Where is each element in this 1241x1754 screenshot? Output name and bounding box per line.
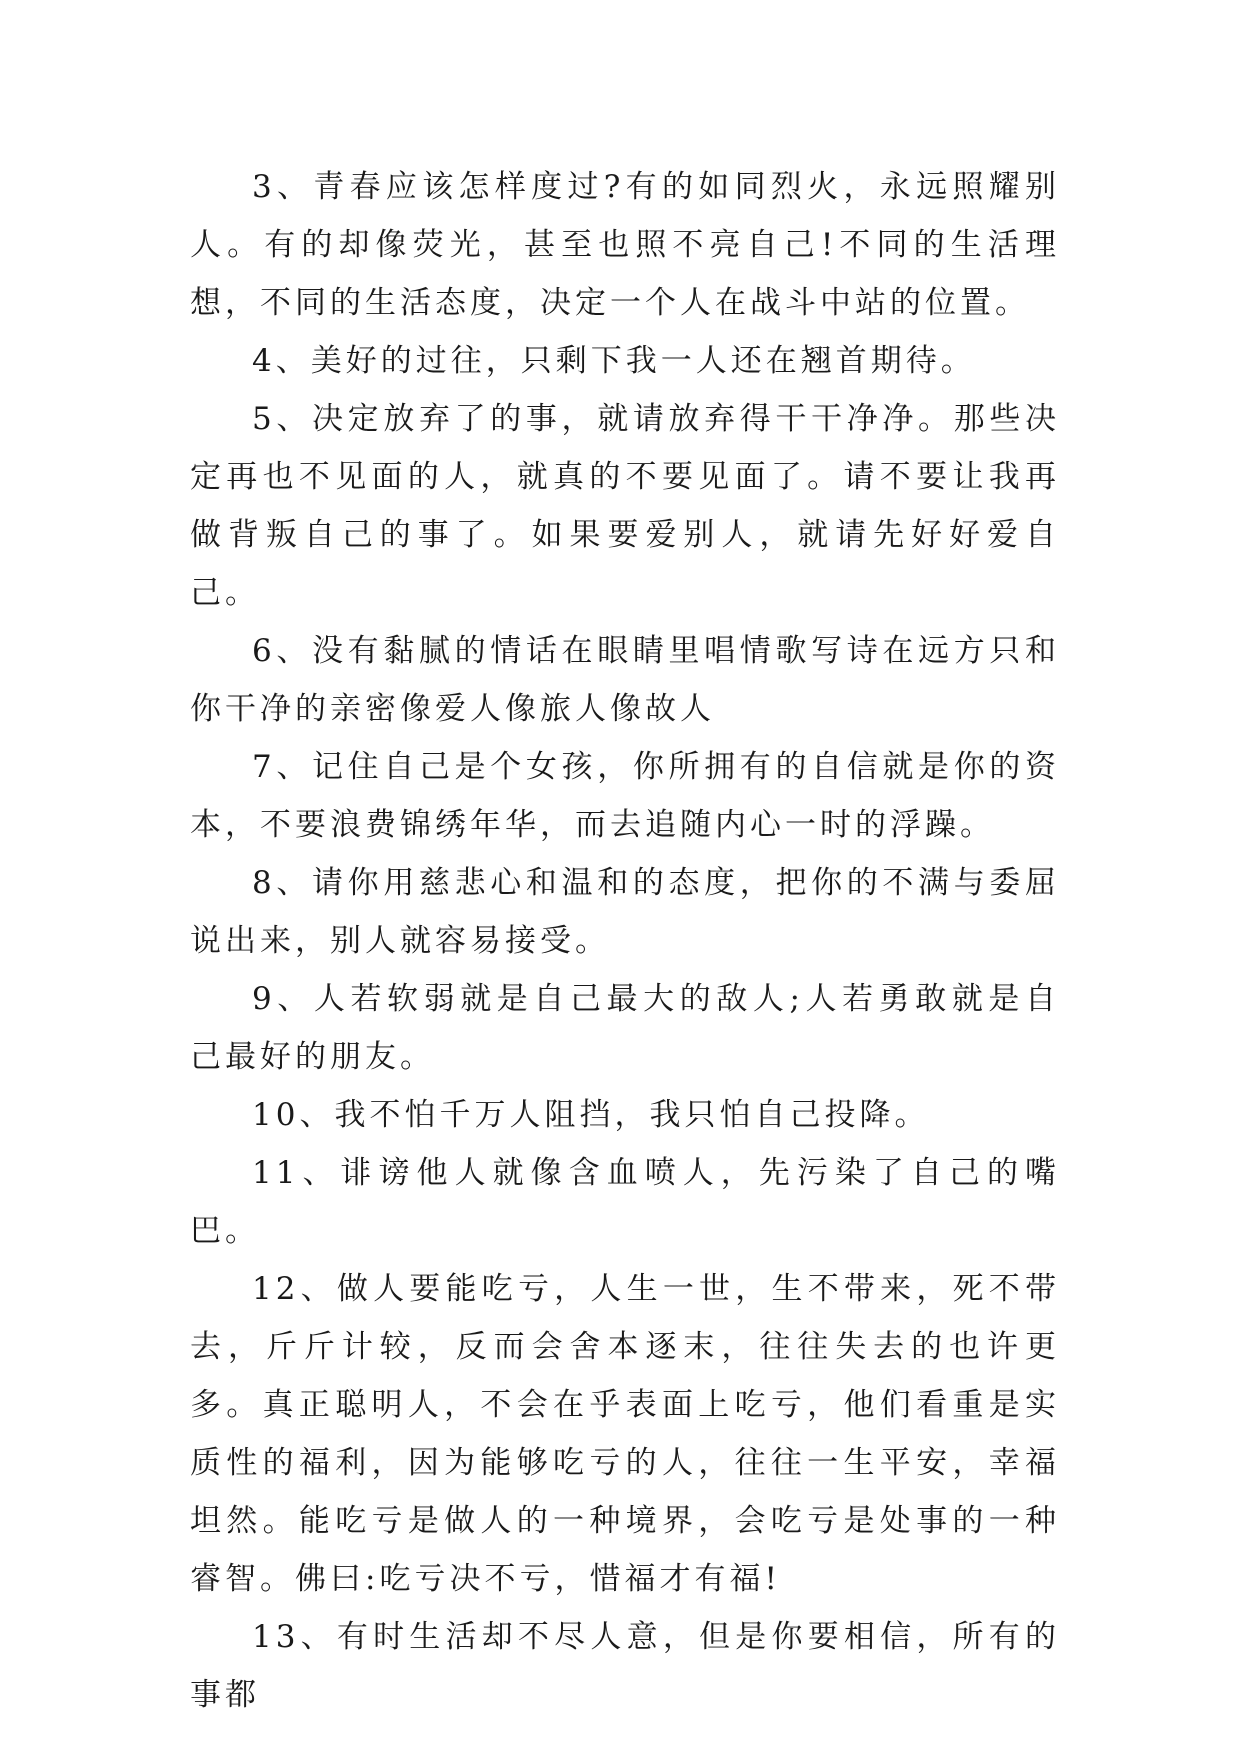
paragraph-9: 9、人若软弱就是自己最大的敌人;人若勇敢就是自己最好的朋友。 xyxy=(190,981,1060,1075)
document-body xyxy=(190,158,1060,1724)
paragraph-7: 7、记住自己是个女孩，你所拥有的自信就是你的资本，不要浪费锦绣年华，而去追随内心一时的浮躁。 xyxy=(190,749,1060,843)
paragraph-6: 6、没有黏腻的情话在眼睛里唱情歌写诗在远方只和你干净的亲密像爱人像旅人像故人 xyxy=(190,633,1060,727)
paragraph-10: 10、我不怕千万人阻挡，我只怕自己投降。 xyxy=(252,1097,930,1133)
paragraph-11: 11、诽谤他人就像含血喷人，先污染了自己的嘴巴。 xyxy=(190,1155,1060,1249)
paragraph-12: 12、做人要能吃亏，人生一世，生不带来，死不带去，斤斤计较，反而会舍本逐末，往往失去的也许更多。真正聪明人，不会在乎表面上吃亏，他们看重是实质性的福利，因为能够吃亏的人，往往一生平安，幸福坦然。能吃亏是做人的一种境界，会吃亏是处事的一种睿智。佛曰:吃亏决不亏，惜福才有福! xyxy=(190,1271,1060,1597)
paragraph-4: 4、美好的过往，只剩下我一人还在翘首期待。 xyxy=(252,343,976,379)
paragraph-5: 5、决定放弃了的事，就请放弃得干干净净。那些决定再也不见面的人，就真的不要见面了。请不要让我再做背叛自己的事了。如果要爱别人，就请先好好爱自己。 xyxy=(190,401,1060,611)
paragraph-8: 8、请你用慈悲心和温和的态度，把你的不满与委屈说出来，别人就容易接受。 xyxy=(190,865,1060,959)
paragraph-3: 3、青春应该怎样度过?有的如同烈火，永远照耀别人。有的却像荧光，甚至也照不亮自己!不同的生活理想，不同的生活态度，决定一个人在战斗中站的位置。 xyxy=(190,169,1060,321)
paragraph-13: 13、有时生活却不尽人意，但是你要相信，所有的事都 xyxy=(190,1619,1060,1713)
